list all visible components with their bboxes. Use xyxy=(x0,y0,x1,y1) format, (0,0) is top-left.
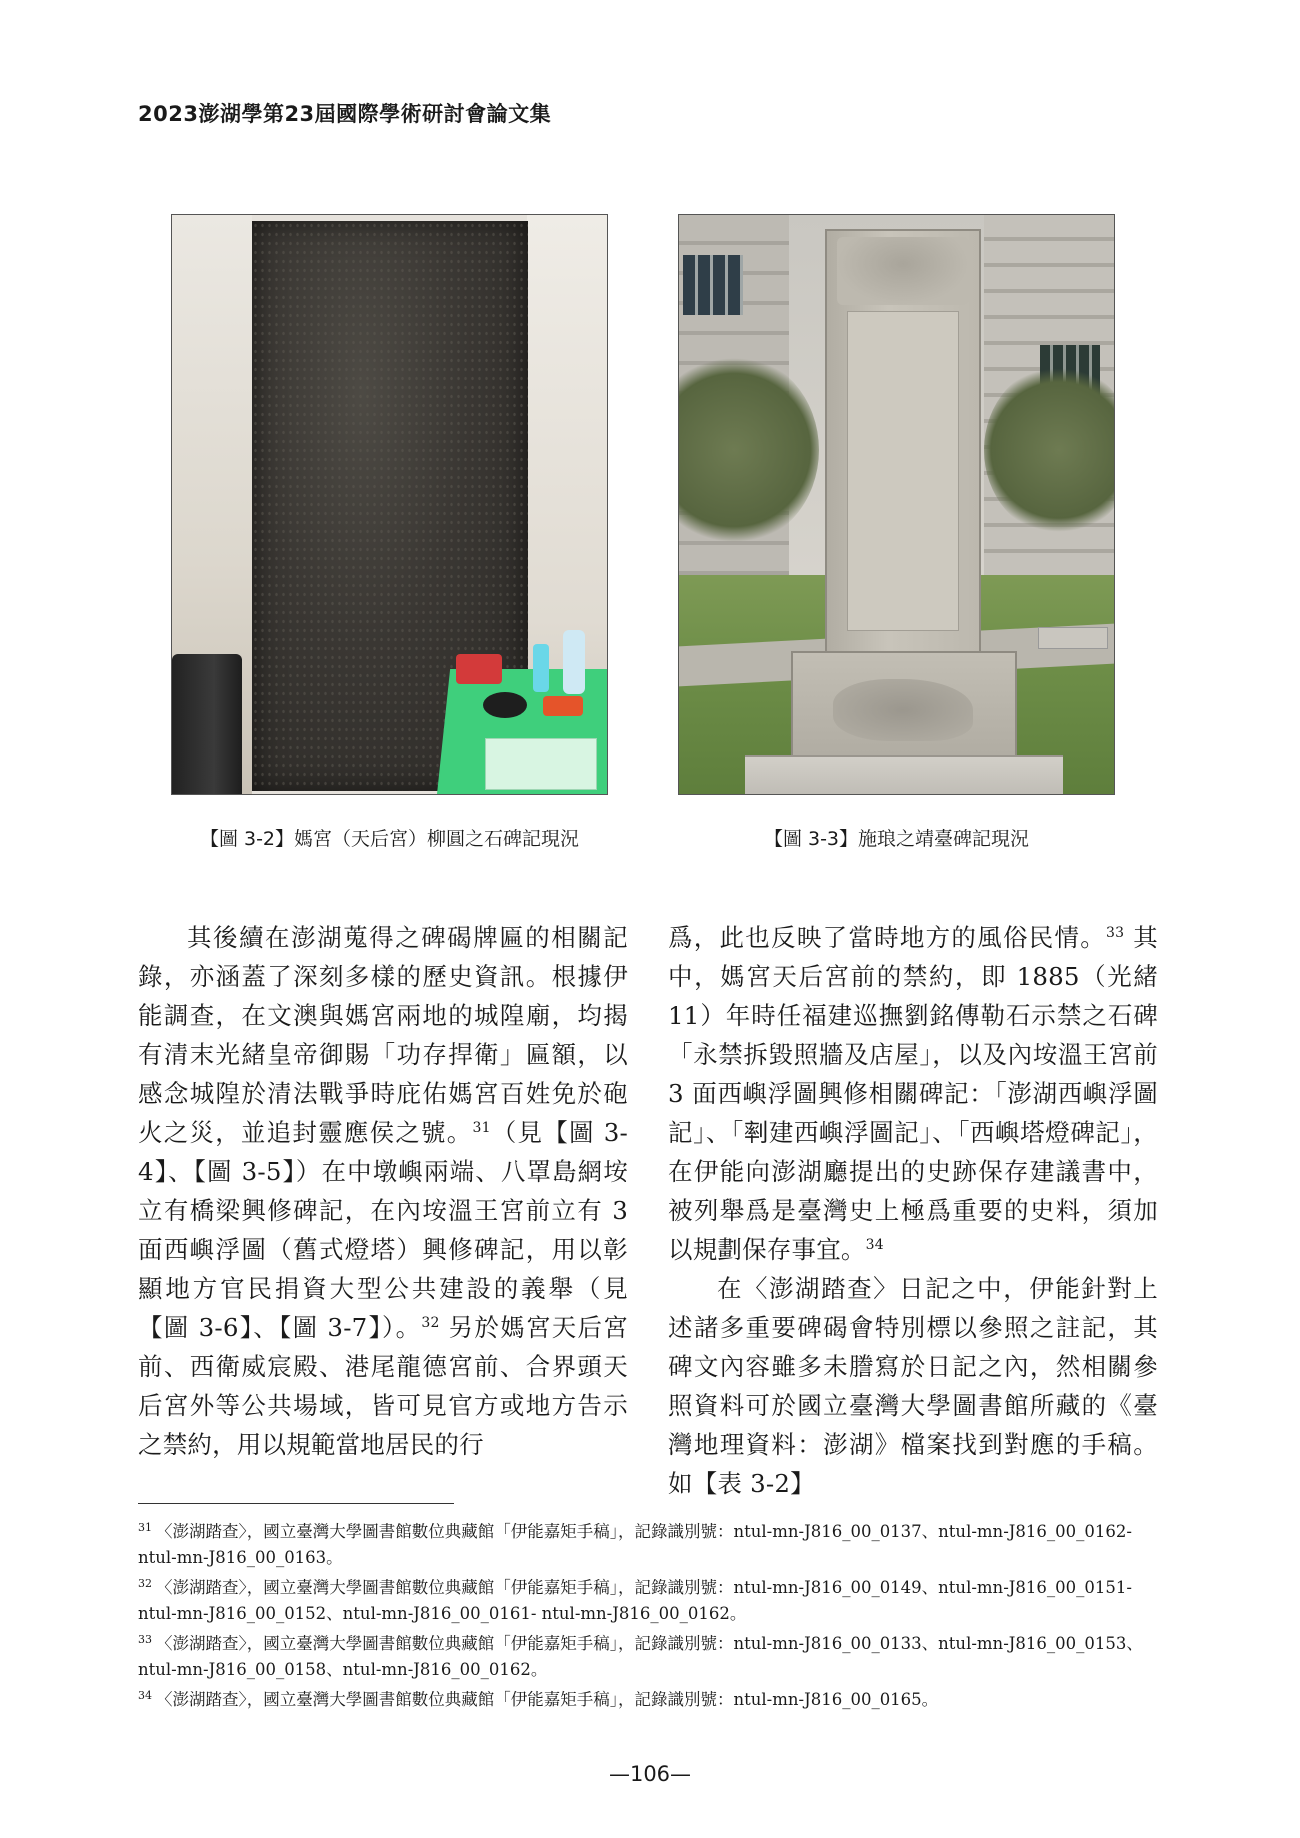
footnote-text: 〈澎湖踏查〉，國立臺灣大學圖書館數位典藏館「伊能嘉矩手稿」，記錄識別號：ntul-mn-J816_00_0165。 xyxy=(156,1690,939,1709)
figure-caption: 【圖 3-3】施琅之靖臺碑記現況 xyxy=(763,828,1030,850)
chair xyxy=(172,654,242,794)
body-text: 其中，媽宮天后宮前的禁約，即 1885（光緒 11）年時任福建巡撫劉銘傳勒石示禁之石碑「永禁拆毀照牆及店屋」，以及內垵溫王宮前 3 面西嶼浮圖興修相關碑記：「澎湖西嶼浮圖記」、「𠞩建西嶼浮圖記」、「西嶼塔燈碑記」，在伊能向澎湖廳提出的史跡保存建議書中，被列舉爲是臺灣史上極爲重要的史料，須加以規劃保存事宜。 xyxy=(668,923,1158,1264)
footnote-number: 32 xyxy=(138,1577,152,1590)
stele-base xyxy=(791,651,1017,761)
footnote-ref[interactable]: 32 xyxy=(421,1315,440,1331)
footnote-ref[interactable]: 34 xyxy=(865,1237,884,1253)
paragraph xyxy=(668,918,1158,1269)
footnote-ref[interactable]: 31 xyxy=(472,1120,491,1136)
qilin-carving xyxy=(833,679,973,741)
windows xyxy=(683,255,743,315)
footnote xyxy=(138,1683,1162,1713)
figure-3-3-photo xyxy=(678,214,1115,795)
footnote-number: 33 xyxy=(138,1633,152,1646)
footnote-divider xyxy=(138,1503,454,1504)
body-text: 在〈澎湖踏查〉日記之中，伊能針對上述諸多重要碑碣會特別標以參照之註記，其碑文內容雖多未謄寫於日記之內，然相關參照資料可於國立臺灣大學圖書館所藏的《臺灣地理資料：澎湖》檔案找到對應的手稿。如【表 3-2】 xyxy=(668,1274,1158,1498)
page-number: —106— xyxy=(608,1762,692,1786)
footnote-text: 〈澎湖踏查〉，國立臺灣大學圖書館數位典藏館「伊能嘉矩手稿」，記錄識別號：ntul-mn-J816_00_0149、ntul-mn-J816_00_0151- ntul-mn-J816_00_0152、ntul-mn-J816_00_0161- ntul-mn-J816_00_0162。 xyxy=(138,1578,1132,1623)
stele xyxy=(825,229,981,659)
water-bottle xyxy=(563,630,585,694)
footnote xyxy=(138,1627,1162,1683)
plinth xyxy=(745,755,1063,795)
paragraph xyxy=(138,918,628,1464)
footnote xyxy=(138,1571,1162,1627)
body-text: 另於媽宮天后宮前、西衛威宸殿、港尾龍德宮前、合界頭天后宮外等公共場域，皆可見官方或地方告示之禁約，用以規範當地居民的行 xyxy=(138,1313,628,1459)
stele-face xyxy=(847,311,959,631)
body-column-left xyxy=(138,918,628,1464)
body-column-right xyxy=(668,918,1158,1503)
footnotes xyxy=(138,1515,1162,1713)
body-text: （見【圖 3-4】、【圖 3-5】）在中墩嶼兩端、八罩島網垵立有橋梁興修碑記，在內垵溫王宮前立有 3 面西嶼浮圖（舊式燈塔）興修碑記，用以彰顯地方官民捐資大型公共建設的義舉（見【圖 3-6】、【圖 3-7】）。 xyxy=(138,1118,628,1342)
figure-3-2-photo xyxy=(171,214,608,795)
body-text: 爲，此也反映了當時地方的風俗民情。 xyxy=(668,923,1107,952)
body-text: 其後續在澎湖蒐得之碑碣牌匾的相關記錄，亦涵蓋了深刻多樣的歷史資訊。根據伊能調查，在文澳與媽宮兩地的城隍廟，均揭有清末光緒皇帝御賜「功存捍衛」匾額，以感念城隍於清法戰爭時庇佑媽宮百姓免於砲火之災，並追封靈應侯之號。 xyxy=(138,923,628,1147)
footnote-number: 31 xyxy=(138,1521,152,1534)
footnote-number: 34 xyxy=(138,1689,152,1702)
footnote-text: 〈澎湖踏查〉，國立臺灣大學圖書館數位典藏館「伊能嘉矩手稿」，記錄識別號：ntul-mn-J816_00_0137、ntul-mn-J816_00_0162- ntul-mn-J816_00_0163。 xyxy=(138,1522,1132,1567)
cyan-bottle xyxy=(533,644,549,692)
tape-roll xyxy=(483,692,527,718)
orange-object xyxy=(543,696,583,716)
footnote xyxy=(138,1515,1162,1571)
footnote-text: 〈澎湖踏查〉，國立臺灣大學圖書館數位典藏館「伊能嘉矩手稿」，記錄識別號：ntul-mn-J816_00_0133、ntul-mn-J816_00_0153、ntul-mn-J816_00_0158、ntul-mn-J816_00_0162。 xyxy=(138,1634,1143,1679)
red-box xyxy=(456,654,502,684)
bench xyxy=(1038,627,1108,649)
running-header: 2023澎湖學第23屆國際學術研討會論文集 xyxy=(138,102,552,126)
paper-sheet xyxy=(485,738,597,790)
figure-caption: 【圖 3-2】媽宮（天后宮）柳圓之石碑記現況 xyxy=(199,828,580,850)
footnote-ref[interactable]: 33 xyxy=(1106,925,1125,941)
stele-dragon-carving xyxy=(837,237,969,305)
paragraph xyxy=(668,1269,1158,1503)
